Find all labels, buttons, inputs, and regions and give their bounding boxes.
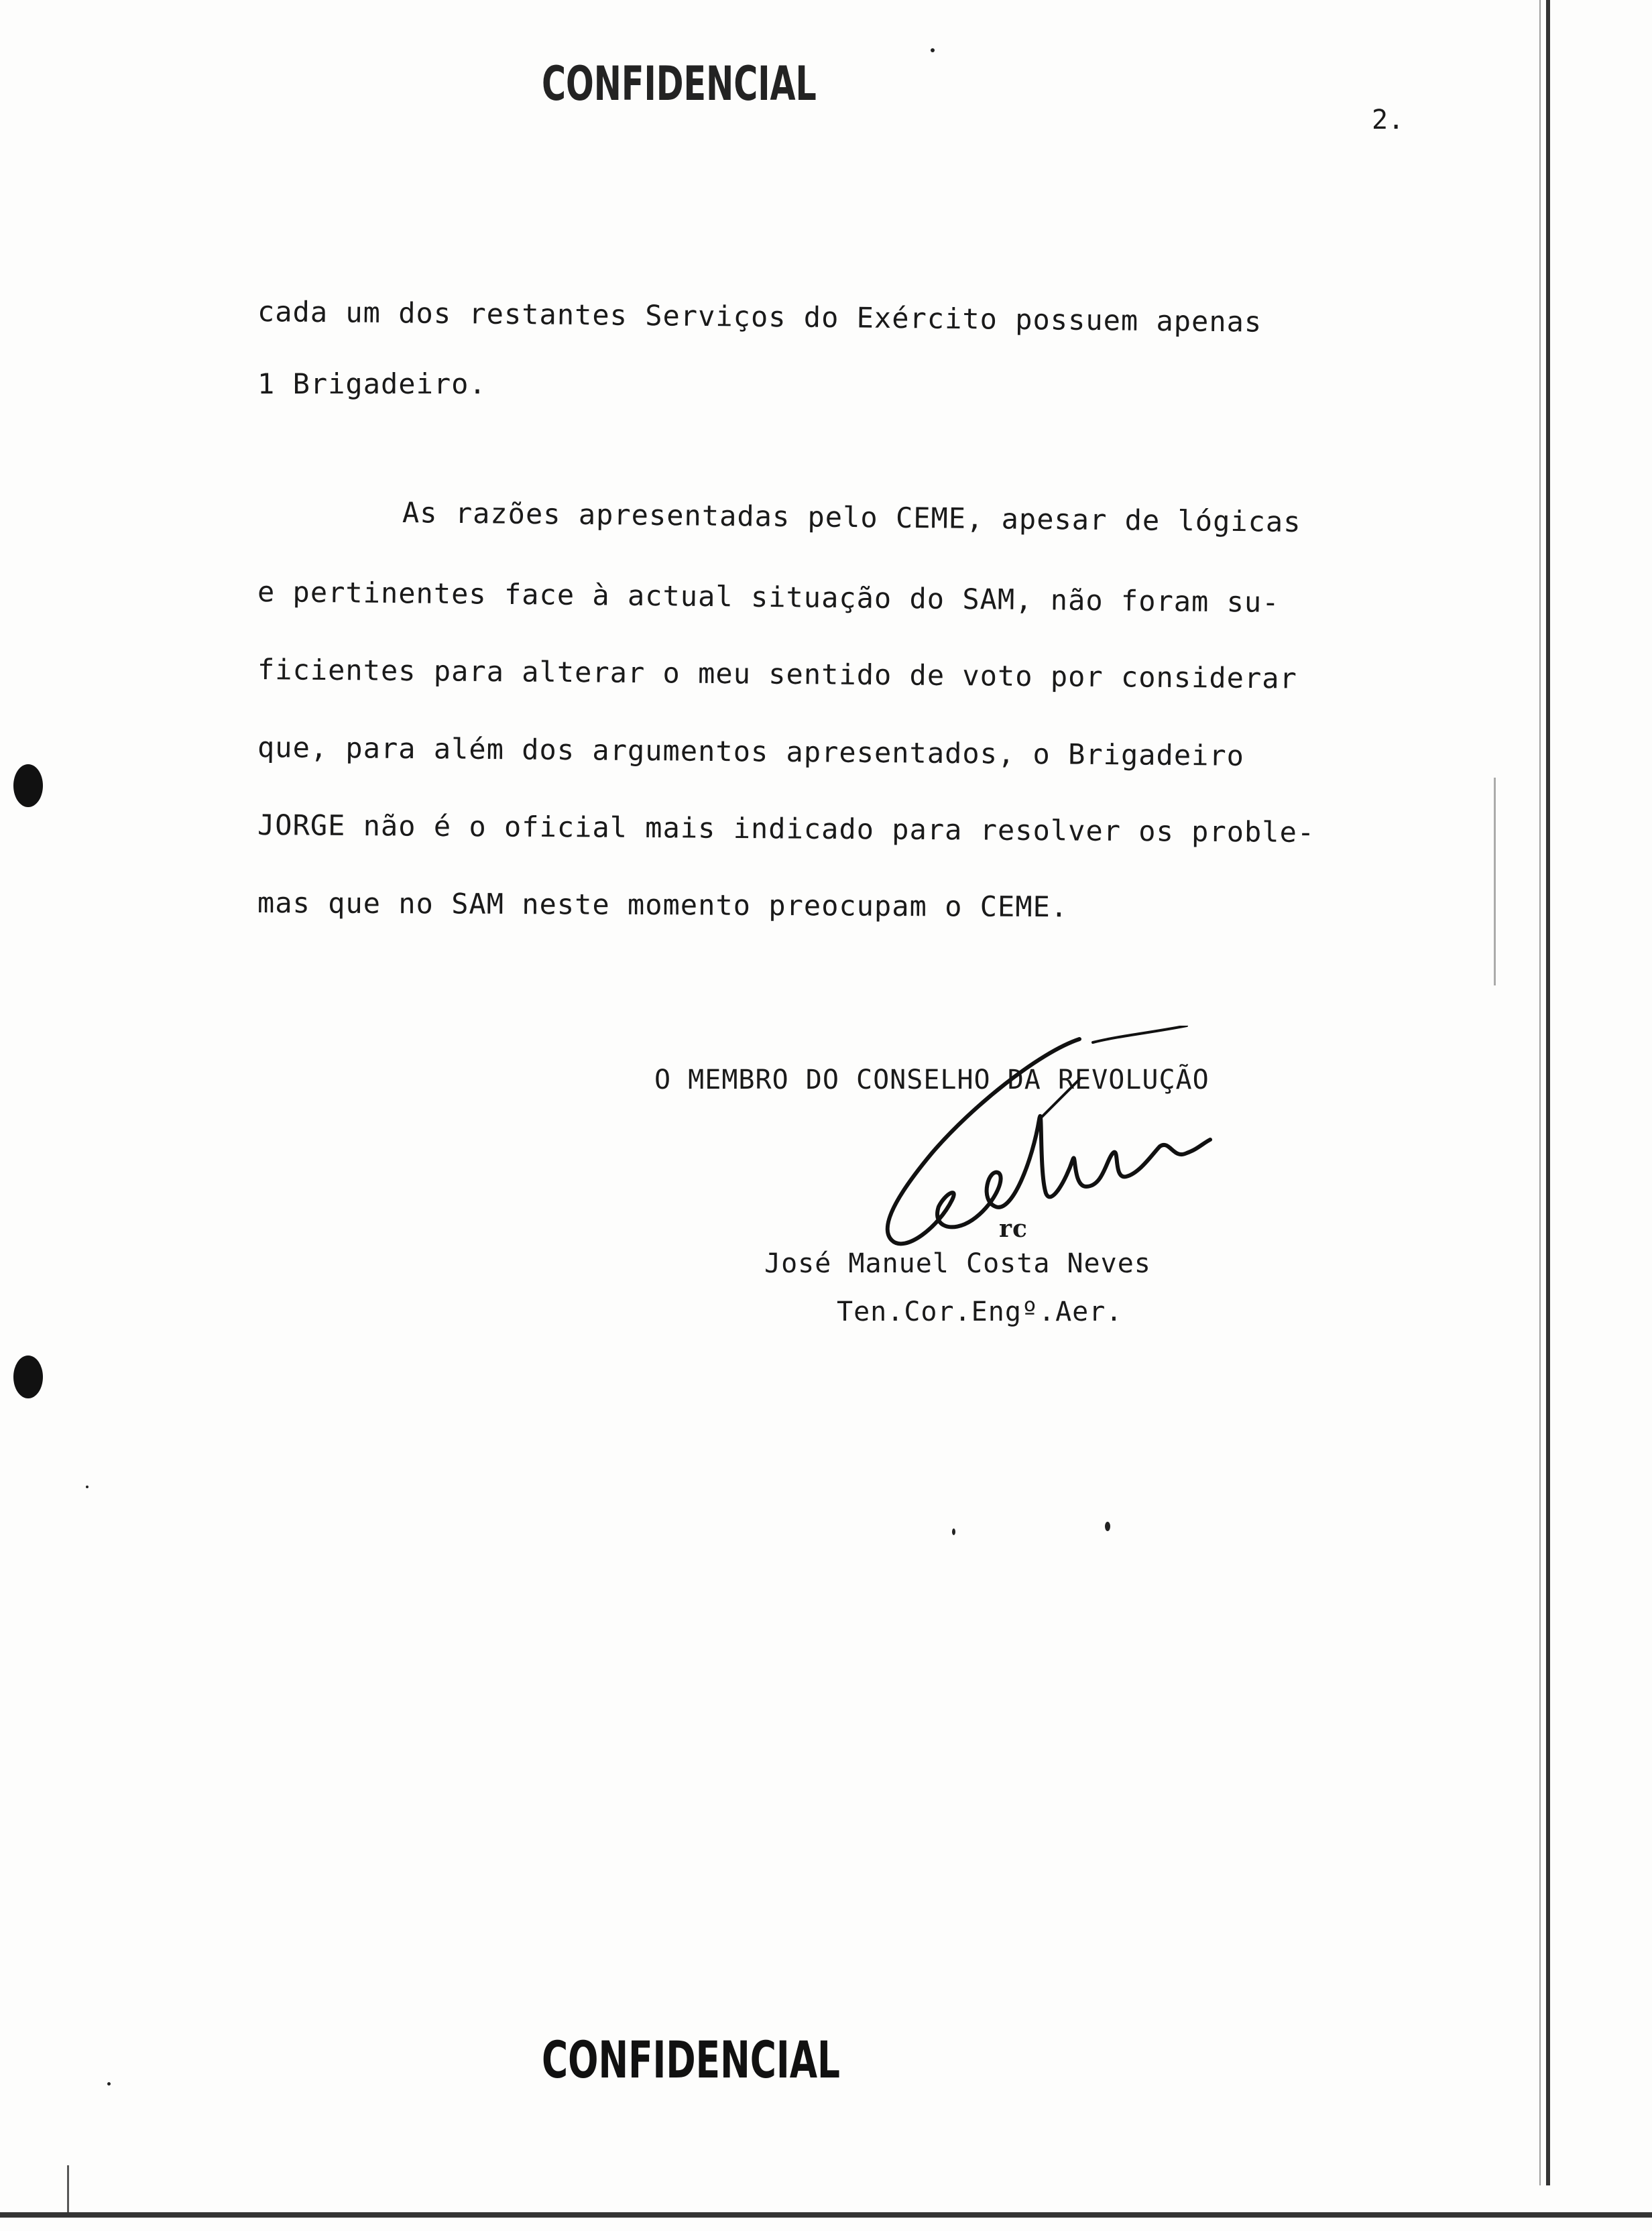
right-edge-line <box>1546 0 1550 2185</box>
right-edge-line-faint <box>1539 0 1541 2185</box>
signature-initials: rc <box>999 1215 1028 1243</box>
paragraph-2-line-2: e pertinentes face à actual situação do SAM, não foram su- <box>257 575 1280 619</box>
scan-speck <box>952 1528 955 1535</box>
confidential-stamp-bottom: CONFIDENCIAL <box>542 2030 840 2090</box>
scan-speck <box>931 48 935 52</box>
bottom-left-mark <box>67 2165 69 2212</box>
right-margin-mark <box>1494 778 1496 985</box>
paragraph-1-line-2: 1 Brigadeiro. <box>257 367 487 400</box>
scan-speck <box>1105 1522 1110 1531</box>
punch-hole-lower <box>13 1355 43 1398</box>
punch-hole-upper <box>13 764 43 807</box>
paragraph-2-line-3: ficientes para alterar o meu sentido de voto por considerar <box>257 653 1298 695</box>
confidential-stamp-top: CONFIDENCIAL <box>542 56 817 111</box>
paragraph-2-line-6: mas que no SAM neste momento preocupam o CEME. <box>257 886 1069 924</box>
signatory-name: José Manuel Costa Neves <box>764 1248 1151 1279</box>
signatory-rank: Ten.Cor.Engº.Aer. <box>837 1297 1123 1327</box>
paragraph-2-line-1: As razões apresentadas pelo CEME, apesar de lógicas <box>402 496 1301 539</box>
paragraph-1-line-1: cada um dos restantes Serviços do Exército possuem apenas <box>257 295 1262 339</box>
bottom-edge-line <box>0 2212 1652 2218</box>
closing-title: O MEMBRO DO CONSELHO DA REVOLUÇÃO <box>654 1065 1210 1095</box>
scan-speck <box>86 1486 88 1488</box>
page-number: 2. <box>1372 105 1405 135</box>
scan-speck <box>107 2082 111 2086</box>
paragraph-2-line-5: JORGE não é o oficial mais indicado para resolver os proble- <box>257 808 1315 849</box>
paragraph-2-line-4: que, para além dos argumentos apresentados, o Brigadeiro <box>257 731 1245 772</box>
